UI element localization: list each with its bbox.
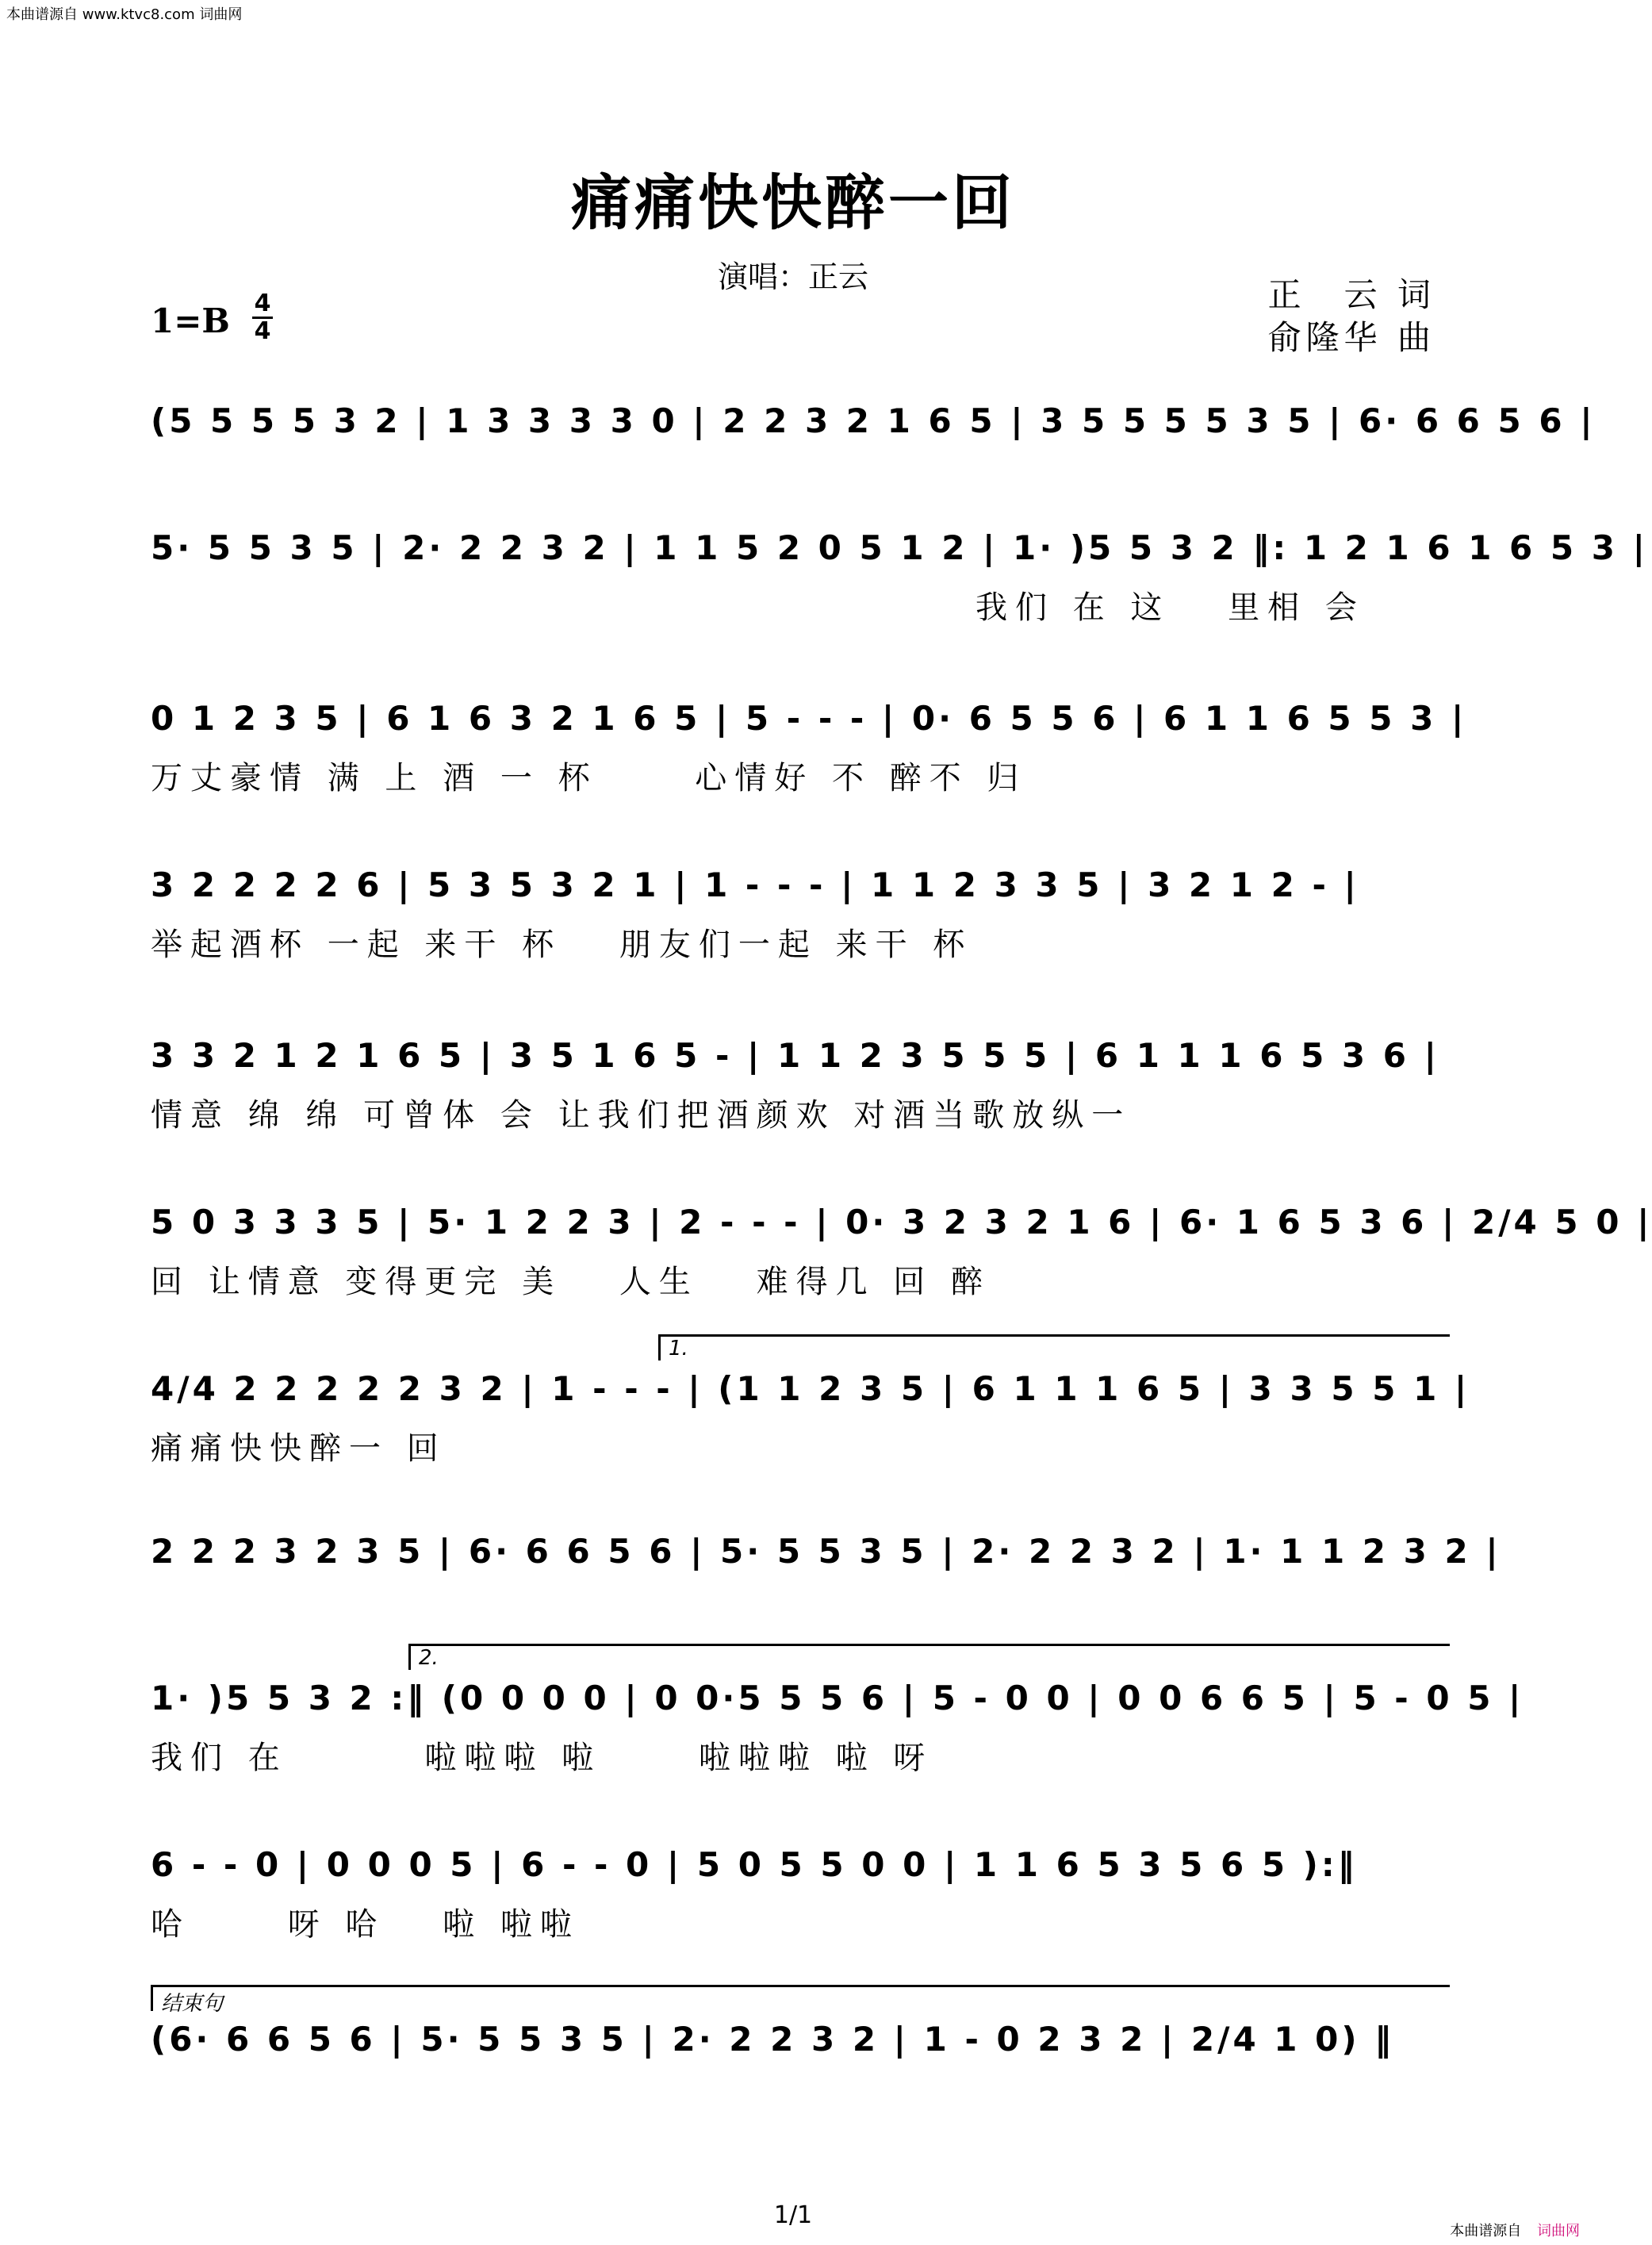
watermark-bottom-text: 本曲谱源自 xyxy=(1450,2223,1522,2239)
score-system xyxy=(151,1337,1470,1468)
volta-bracket: 2. xyxy=(408,1644,1450,1670)
score-system xyxy=(151,1198,1652,1302)
score-system xyxy=(151,524,1648,627)
volta-bracket: 1. xyxy=(658,1334,1450,1360)
time-signature-bottom: 4 xyxy=(254,317,271,345)
score-system xyxy=(151,1527,1501,1586)
notation-line: (6· 6 6 5 6 | 5· 5 5 3 5 | 2· 2 2 3 2 | 1 - 0 2 3 2 | 2/4 1 0) ‖ xyxy=(151,2019,1395,2059)
credits xyxy=(1268,274,1435,359)
watermark-bottom xyxy=(1450,2220,1580,2240)
notation-line: 3 2 2 2 2 6 | 5 3 5 3 2 1 | 1 - - - | 1 1 2 3 3 5 | 3 2 1 2 - | xyxy=(151,865,1359,904)
lyrics-line: 万丈豪情 满 上 酒 一 杯 心情好 不 醉不 归 xyxy=(151,760,1027,796)
score-system xyxy=(151,397,1596,455)
lyrics-line: 举起酒杯 一起 来干 杯 朋友们一起 来干 杯 xyxy=(151,927,973,963)
notation-line: 6 - - 0 | 0 0 0 5 | 6 - - 0 | 5 0 5 5 0 0 | 1 1 6 5 3 5 6 5 ):‖ xyxy=(151,1844,1358,1884)
watermark-brand: 词曲网 xyxy=(1537,2223,1580,2239)
score-system xyxy=(151,1646,1524,1778)
notation-line: 2 2 2 3 2 3 5 | 6· 6 6 5 6 | 5· 5 5 3 5 | 2· 2 2 3 2 | 1· 1 1 2 3 2 | xyxy=(151,1531,1501,1571)
score-system xyxy=(151,1840,1443,1944)
notation-line: (5 5 5 5 3 2 | 1 3 3 3 3 0 | 2 2 3 2 1 6 5 | 3 5 5 5 5 3 5 | 6· 6 6 5 6 | xyxy=(151,401,1596,440)
lyricist: 正 云 词 xyxy=(1267,275,1435,314)
score-system xyxy=(151,1031,1443,1135)
time-signature xyxy=(252,292,273,343)
score-system xyxy=(151,1992,1443,2074)
notation-line: 5· 5 5 3 5 | 2· 2 2 3 2 | 1 1 5 2 0 5 1 2 | 1· )5 5 3 2 ‖: 1 2 1 6 1 6 5 3 | xyxy=(151,528,1648,567)
notation-line: 3 3 2 1 2 1 6 5 | 3 5 1 6 5 - | 1 1 2 3 5 5 5 | 6 1 1 1 6 5 3 6 | xyxy=(151,1035,1439,1075)
notation-line: 4/4 2 2 2 2 2 3 2 | 1 - - - | (1 1 2 3 5 | 6 1 1 1 6 5 | 3 3 5 5 1 | xyxy=(151,1368,1470,1408)
page-number: 1/1 xyxy=(773,2201,813,2229)
time-signature-top: 4 xyxy=(254,290,271,317)
notation-line: 0 1 2 3 5 | 6 1 6 3 2 1 6 5 | 5 - - - | 0· 6 5 5 6 | 6 1 1 6 5 5 3 | xyxy=(151,698,1467,738)
lyrics-line: 情意 绵 绵 可曾体 会 让我们把酒颜欢 对酒当歌放纵一 xyxy=(151,1097,1132,1134)
watermark-top: 本曲谱源自 www.ktvc8.com 词曲网 xyxy=(6,6,243,23)
lyrics-line: 我们 在 啦啦啦 啦 啦啦啦 啦 呀 xyxy=(151,1740,933,1776)
lyrics-line: 哈 呀 哈 啦 啦啦 xyxy=(151,1906,580,1943)
composer: 俞隆华 曲 xyxy=(1267,318,1435,357)
score-system xyxy=(151,694,1467,798)
lyrics-line: 回 让情意 变得更完 美 人生 难得几 回 醉 xyxy=(151,1264,991,1300)
lyrics-line: 我们 在 这 里相 会 xyxy=(975,589,1365,626)
key-signature: 1=B xyxy=(151,301,230,340)
score-system xyxy=(151,861,1443,965)
lyrics-line: 痛痛快快醉一 回 xyxy=(151,1430,447,1467)
notation-line: 5 0 3 3 3 5 | 5· 1 2 2 3 | 2 - - - | 0· 3 2 3 2 1 6 | 6· 1 6 5 3 6 | 2/4 5 0 | xyxy=(151,1202,1652,1241)
notation-line: 1· )5 5 3 2 :‖ (0 0 0 0 | 0 0·5 5 5 6 | 5 - 0 0 | 0 0 6 6 5 | 5 - 0 5 | xyxy=(151,1678,1524,1717)
volta-bracket: 结束句 xyxy=(151,1985,1450,2011)
song-title: 痛痛快快醉一回 xyxy=(571,167,1015,238)
singer: 演唱：正云 xyxy=(717,259,868,294)
